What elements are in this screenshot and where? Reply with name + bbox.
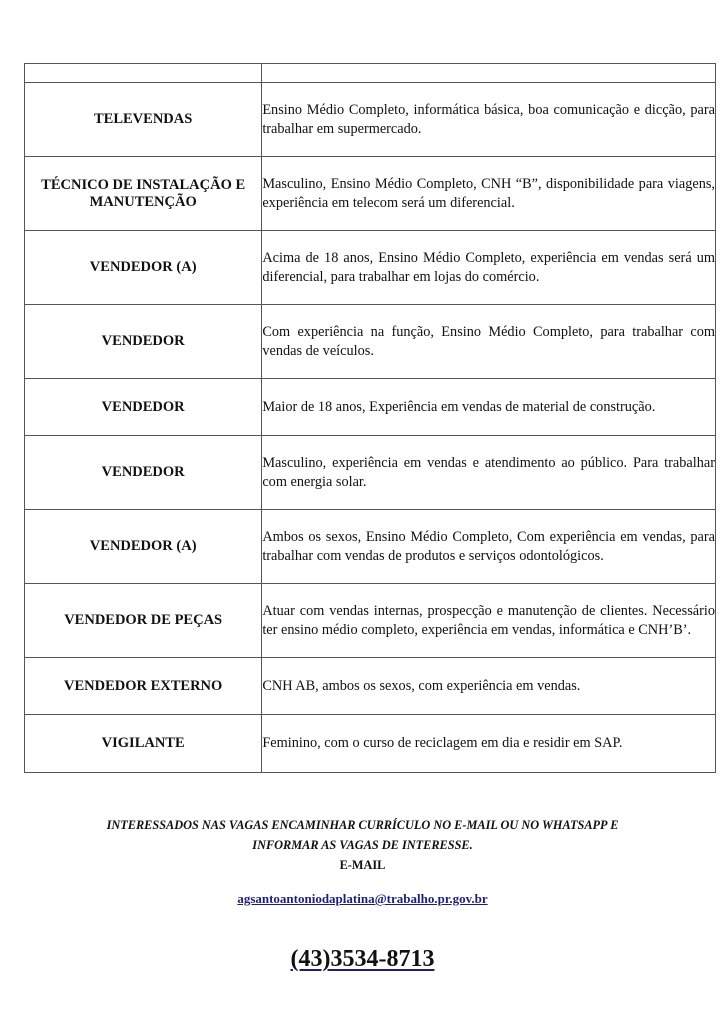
notice-line-2: INFORMAR AS VAGAS DE INTERESSE. — [252, 838, 473, 852]
header-description-cell — [262, 64, 716, 83]
table-row — [25, 510, 716, 584]
job-title: VENDEDOR — [25, 436, 262, 510]
job-description: Atuar com vendas internas, prospecção e manutenção de clientes. Necessário ter ensino médio completo, experiência em vendas, informática e CNH’B’. — [262, 584, 716, 658]
job-title: VENDEDOR — [25, 379, 262, 436]
email-label: E-MAIL — [339, 858, 386, 872]
job-title: VENDEDOR (A) — [25, 510, 262, 584]
job-title: VENDEDOR EXTERNO — [25, 658, 262, 715]
phone-number: (43)3534-8713 — [290, 946, 435, 972]
table-row — [25, 157, 716, 231]
job-description: Ensino Médio Completo, informática básica, boa comunicação e dicção, para trabalhar em supermercado. — [262, 83, 716, 157]
email-link[interactable]: agsantoantoniodaplatina@trabalho.pr.gov.br — [237, 891, 488, 906]
table-row — [25, 658, 716, 715]
job-description: Masculino, experiência em vendas e atendimento ao público. Para trabalhar com energia solar. — [262, 436, 716, 510]
job-description: Acima de 18 anos, Ensino Médio Completo, experiência em vendas será um diferencial, para trabalhar em lojas do comércio. — [262, 231, 716, 305]
job-title: TELEVENDAS — [25, 83, 262, 157]
notice-line-1: INTERESSADOS NAS VAGAS ENCAMINHAR CURRÍCULO NO E-MAIL OU NO WHATSAPP E — [106, 818, 619, 832]
job-description: Feminino, com o curso de reciclagem em dia e residir em SAP. — [262, 715, 716, 773]
table-row — [25, 231, 716, 305]
contact-footer — [0, 815, 725, 973]
header-title-cell — [25, 64, 262, 83]
job-description: Maior de 18 anos, Experiência em vendas de material de construção. — [262, 379, 716, 436]
job-title: VENDEDOR DE PEÇAS — [25, 584, 262, 658]
job-description: Com experiência na função, Ensino Médio Completo, para trabalhar com vendas de veículos. — [262, 305, 716, 379]
table-header-row — [25, 64, 716, 83]
table-row — [25, 584, 716, 658]
table-row — [25, 715, 716, 773]
job-description: Ambos os sexos, Ensino Médio Completo, Com experiência em vendas, para trabalhar com vendas de produtos e serviços odontológicos. — [262, 510, 716, 584]
job-title: TÉCNICO DE INSTALAÇÃO E MANUTENÇÃO — [25, 157, 262, 231]
job-description: Masculino, Ensino Médio Completo, CNH “B”, disponibilidade para viagens, experiência em telecom será um diferencial. — [262, 157, 716, 231]
job-title: VENDEDOR — [25, 305, 262, 379]
job-title: VIGILANTE — [25, 715, 262, 773]
table-row — [25, 83, 716, 157]
table-row — [25, 379, 716, 436]
job-description: CNH AB, ambos os sexos, com experiência em vendas. — [262, 658, 716, 715]
table-row — [25, 436, 716, 510]
table-row — [25, 305, 716, 379]
job-title: VENDEDOR (A) — [25, 231, 262, 305]
application-notice — [73, 815, 653, 855]
job-vacancies-table — [24, 63, 716, 773]
